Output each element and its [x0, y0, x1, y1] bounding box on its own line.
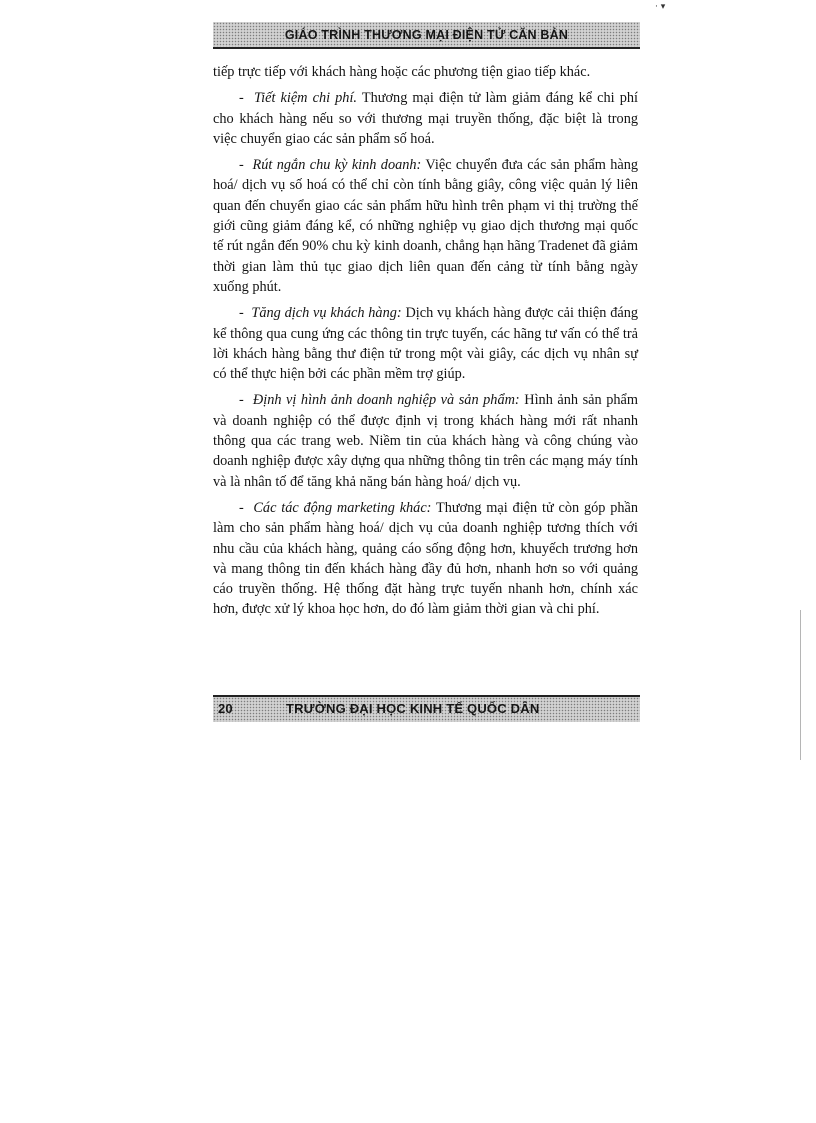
- paragraph-brand-positioning: - Định vị hình ảnh doanh nghiệp và sản phẩm: Hình ảnh sản phẩm và doanh nghiệp có thể được định vị trong khách hàng mới rất nhanh thông qua các trang web. Niềm tin của khách hàng và công chúng vào doanh nghiệp được xây dựng qua những thông tin trên các mạng máy tính và là nhân tố để tăng khả năng bán hàng hoá/ dịch vụ.: [213, 392, 638, 490]
- paragraph-heading: Tăng dịch vụ khách hàng:: [251, 305, 402, 322]
- bullet-dash: -: [239, 157, 244, 174]
- page-number: 20: [218, 701, 233, 716]
- paragraph-heading: Rút ngắn chu kỳ kinh doanh:: [252, 157, 422, 174]
- paragraph-heading: Định vị hình ảnh doanh nghiệp và sản phẩm:: [252, 392, 520, 409]
- paragraph-heading: Các tác động marketing khác:: [253, 499, 432, 516]
- paragraph-business-cycle: - Rút ngắn chu kỳ kinh doanh: Việc chuyển đưa các sản phẩm hàng hoá/ dịch vụ số hoá có thể chỉ còn tính bằng giây, công việc quản lý liên quan đến chuyển giao các sản phẩm hữu hình trên phạm vi thị trường thế giới cũng giảm đáng kể, có những nghiệp vụ giao dịch thương mại quốc tế rút ngắn đến 90% chu kỳ kinh doanh, chẳng hạn hãng Tradenet đã giảm thời gian làm thủ tục giao dịch liên quan đến cảng từ tính bằng ngày xuống phút.: [213, 157, 638, 295]
- scan-artifact: · ▾: [655, 2, 666, 12]
- paragraph-customer-service: - Tăng dịch vụ khách hàng: Dịch vụ khách hàng được cải thiện đáng kể thông qua cung ứng các thông tin trực tuyến, các hãng tư vấn có thể trả lời khách hàng bằng thư điện tử trong một vài giây, các dịch vụ nhân sự có thể thực hiện bởi các phần mềm trợ giúp.: [213, 305, 638, 383]
- footer-banner: [213, 695, 640, 722]
- paragraph-marketing-effects: - Các tác động marketing khác: Thương mại điện tử còn góp phần làm cho sản phẩm hàng hoá/ dịch vụ của doanh nghiệp tương thích với nhu cầu của khách hàng, quảng cáo sống động hơn, khuyếch trương hơn và mang thông tin đến khách hàng đầy đủ hơn, nhanh hơn so với quảng cáo truyền thống. Hệ thống đặt hàng trực tuyến nhanh hơn, chính xác hơn, được xử lý khoa học hơn, do đó làm giảm thời gian và chi phí.: [213, 499, 639, 618]
- bullet-dash: -: [239, 392, 244, 409]
- footer-title: TRƯỜNG ĐẠI HỌC KINH TẾ QUỐC DÂN: [286, 701, 540, 716]
- header-banner: [213, 22, 640, 49]
- header-title: GIÁO TRÌNH THƯƠNG MẠI ĐIỆN TỬ CĂN BẢN: [284, 28, 569, 42]
- paragraph-continuation: tiếp trực tiếp với khách hàng hoặc các phương tiện giao tiếp khác.: [213, 64, 591, 80]
- bullet-dash: -: [239, 499, 244, 516]
- body-text: [213, 62, 638, 626]
- paragraph-heading: Tiết kiệm chi phí.: [253, 90, 358, 107]
- scan-edge-line: [800, 610, 801, 760]
- bullet-dash: -: [239, 90, 244, 107]
- bullet-dash: -: [239, 305, 244, 322]
- paragraph-cost-saving: - Tiết kiệm chi phí. Thương mại điện tử làm giảm đáng kể chi phí cho khách hàng nếu so với thương mại truyền thống, đặc biệt là trong việc chuyển giao các sản phẩm số hoá.: [213, 90, 639, 147]
